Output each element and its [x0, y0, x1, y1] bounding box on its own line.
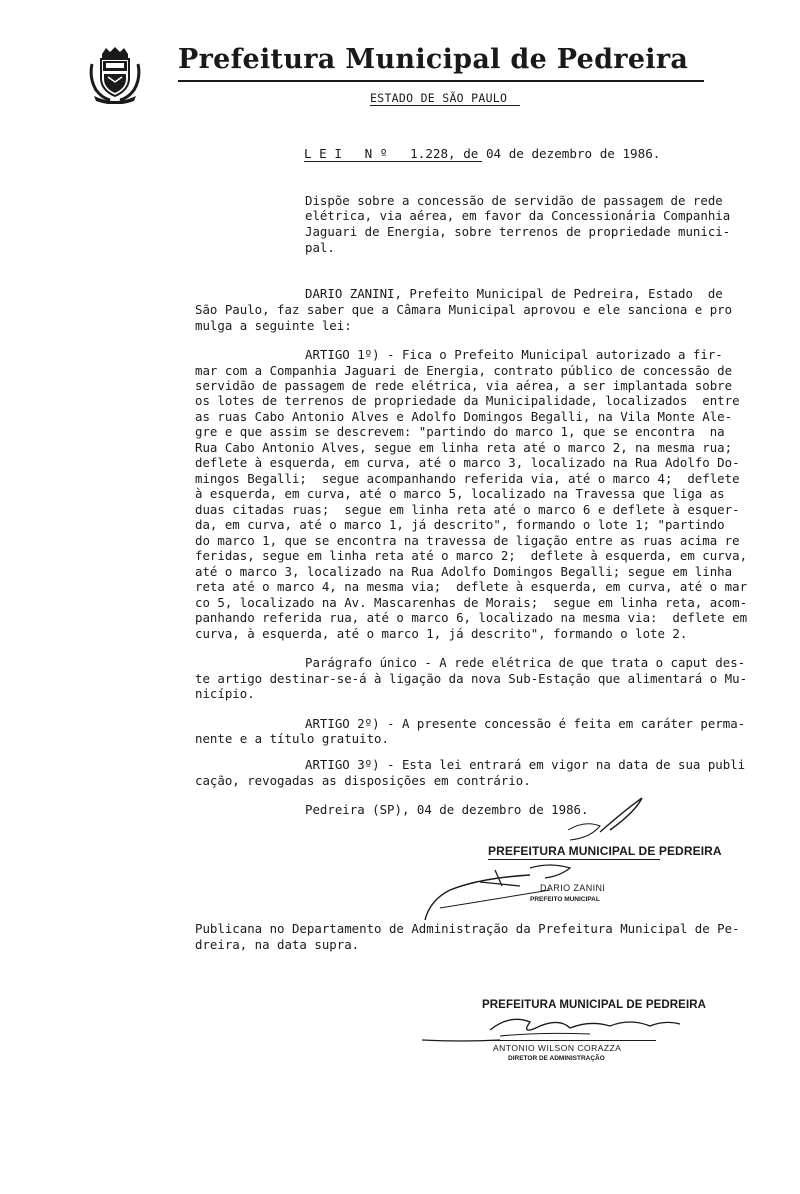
article-2-line: nente e a título gratuito. — [195, 731, 389, 746]
director-stamp: PREFEITURA MUNICIPAL DE PEDREIRA — [482, 999, 707, 1011]
article-1-line: reta até o marco 4, na mesma via; deflete à esquerda, em curva, até o mar — [195, 579, 748, 594]
sole-paragraph-line: nicípio. — [195, 686, 255, 701]
article-1-line: panhando referida rua, até o marco 6, localizado na mesma via: deflete em — [195, 610, 748, 625]
article-1-line: servidão de passagem de rede elétrica, via aérea, a ser implantada sobre — [195, 378, 733, 393]
summary-line: pal. — [305, 240, 335, 255]
article-1-line: duas citadas ruas; segue em linha reta até o marco 6 e deflete à esquer- — [195, 502, 740, 517]
place-date: Pedreira (SP), 04 de dezembro de 1986. — [305, 802, 589, 817]
article-1-line: mingos Begalli; segue acompanhando referida via, até o marco 4; deflete — [195, 471, 740, 486]
article-1-line: os lotes de terrenos de propriedade da Municipalidade, localizados entre — [195, 393, 740, 408]
article-1-line: à esquerda, em curva, até o marco 5, localizado na Travessa que liga as — [195, 486, 725, 501]
director-signature-line — [488, 1040, 656, 1041]
summary-line: Dispõe sobre a concessão de servidão de passagem de rede — [305, 193, 723, 208]
article-1-line: as ruas Cabo Antonio Alves e Adolfo Domingos Begalli, na Vila Monte Ale- — [195, 409, 733, 424]
director-name: ANTONIO WILSON CORAZZA — [493, 1043, 622, 1053]
law-title: L E I N º 1.228, de 04 de dezembro de 1986. — [304, 146, 661, 161]
summary-line: Jaguari de Energia, sobre terrenos de propriedade munici- — [305, 224, 731, 239]
preamble-line: mulga a seguinte lei: — [195, 318, 352, 333]
director-role: DIRETOR DE ADMINISTRAÇÃO — [508, 1055, 605, 1062]
article-2-line: ARTIGO 2º) - A presente concessão é feita em caráter perma- — [305, 716, 746, 731]
mayor-role: PREFEITO MUNICIPAL — [530, 896, 600, 903]
article-1-line: da, em curva, até o marco 1, já descrito", formando o lote 1; "partindo — [195, 517, 725, 532]
article-1-line: curva, à esquerda, até o marco 1, já descrito", formando o lote 2. — [195, 626, 688, 641]
article-1-line: até o marco 3, localizado na Rua Adolfo Domingos Begalli; segue em linha — [195, 564, 733, 579]
article-1-line: deflete à esquerda, em curva, até o marco 3, localizado na Rua Adolfo Do- — [195, 455, 740, 470]
publication-line: dreira, na data supra. — [195, 937, 360, 952]
preamble-line: São Paulo, faz saber que a Câmara Municipal aprovou e ele sanciona e pro — [195, 302, 733, 317]
page-title: Prefeitura Municipal de Pedreira — [178, 44, 689, 75]
article-1-line: ARTIGO 1º) - Fica o Prefeito Municipal autorizado a fir- — [305, 347, 723, 362]
coat-of-arms-logo — [88, 46, 142, 104]
article-1-line: feridas, segue em linha reta até o marco 2; deflete à esquerda, em curva, — [195, 548, 748, 563]
sole-paragraph-line: te artigo destinar-se-á à ligação da nova Sub-Estação que alimentará o Mu- — [195, 671, 748, 686]
mayor-name: DARIO ZANINI — [540, 883, 606, 893]
mayor-stamp: PREFEITURA MUNICIPAL DE PEDREIRA — [488, 844, 722, 858]
article-1-line: co 5, localizado na Av. Mascarenhas de Morais; segue em linha reta, acom- — [195, 595, 748, 610]
mayor-stamp-underline — [488, 859, 660, 860]
state-subtitle: ESTADO DE SÃO PAULO — [370, 91, 508, 105]
summary-line: elétrica, via aérea, em favor da Concessionária Companhia — [305, 208, 731, 223]
article-3-line: ARTIGO 3º) - Esta lei entrará em vigor na data de sua publi — [305, 757, 746, 772]
publication-line: Publicana no Departamento de Administração da Prefeitura Municipal de Pe- — [195, 921, 740, 936]
law-title-underline — [304, 161, 482, 162]
article-1-line: mar com a Companhia Jaguari de Energia, contrato público de concessão de — [195, 363, 733, 378]
preamble-line: DARIO ZANINI, Prefeito Municipal de Pedreira, Estado de — [305, 286, 723, 301]
header-divider — [178, 80, 704, 82]
article-1-line: Rua Cabo Antonio Alves, segue em linha reta até o marco 2, na mesma rua; — [195, 440, 733, 455]
article-3-line: cação, revogadas as disposições em contrário. — [195, 773, 531, 788]
state-subtitle-underline — [370, 105, 520, 106]
article-1-line: gre e que assim se descrevem: "partindo do marco 1, que se encontra na — [195, 424, 725, 439]
director-signature-scribble — [420, 1008, 690, 1048]
sole-paragraph-line: Parágrafo único - A rede elétrica de que trata o caput des- — [305, 655, 746, 670]
article-1-line: do marco 1, que se encontra na travessa de ligação entre as ruas acima re — [195, 533, 740, 548]
